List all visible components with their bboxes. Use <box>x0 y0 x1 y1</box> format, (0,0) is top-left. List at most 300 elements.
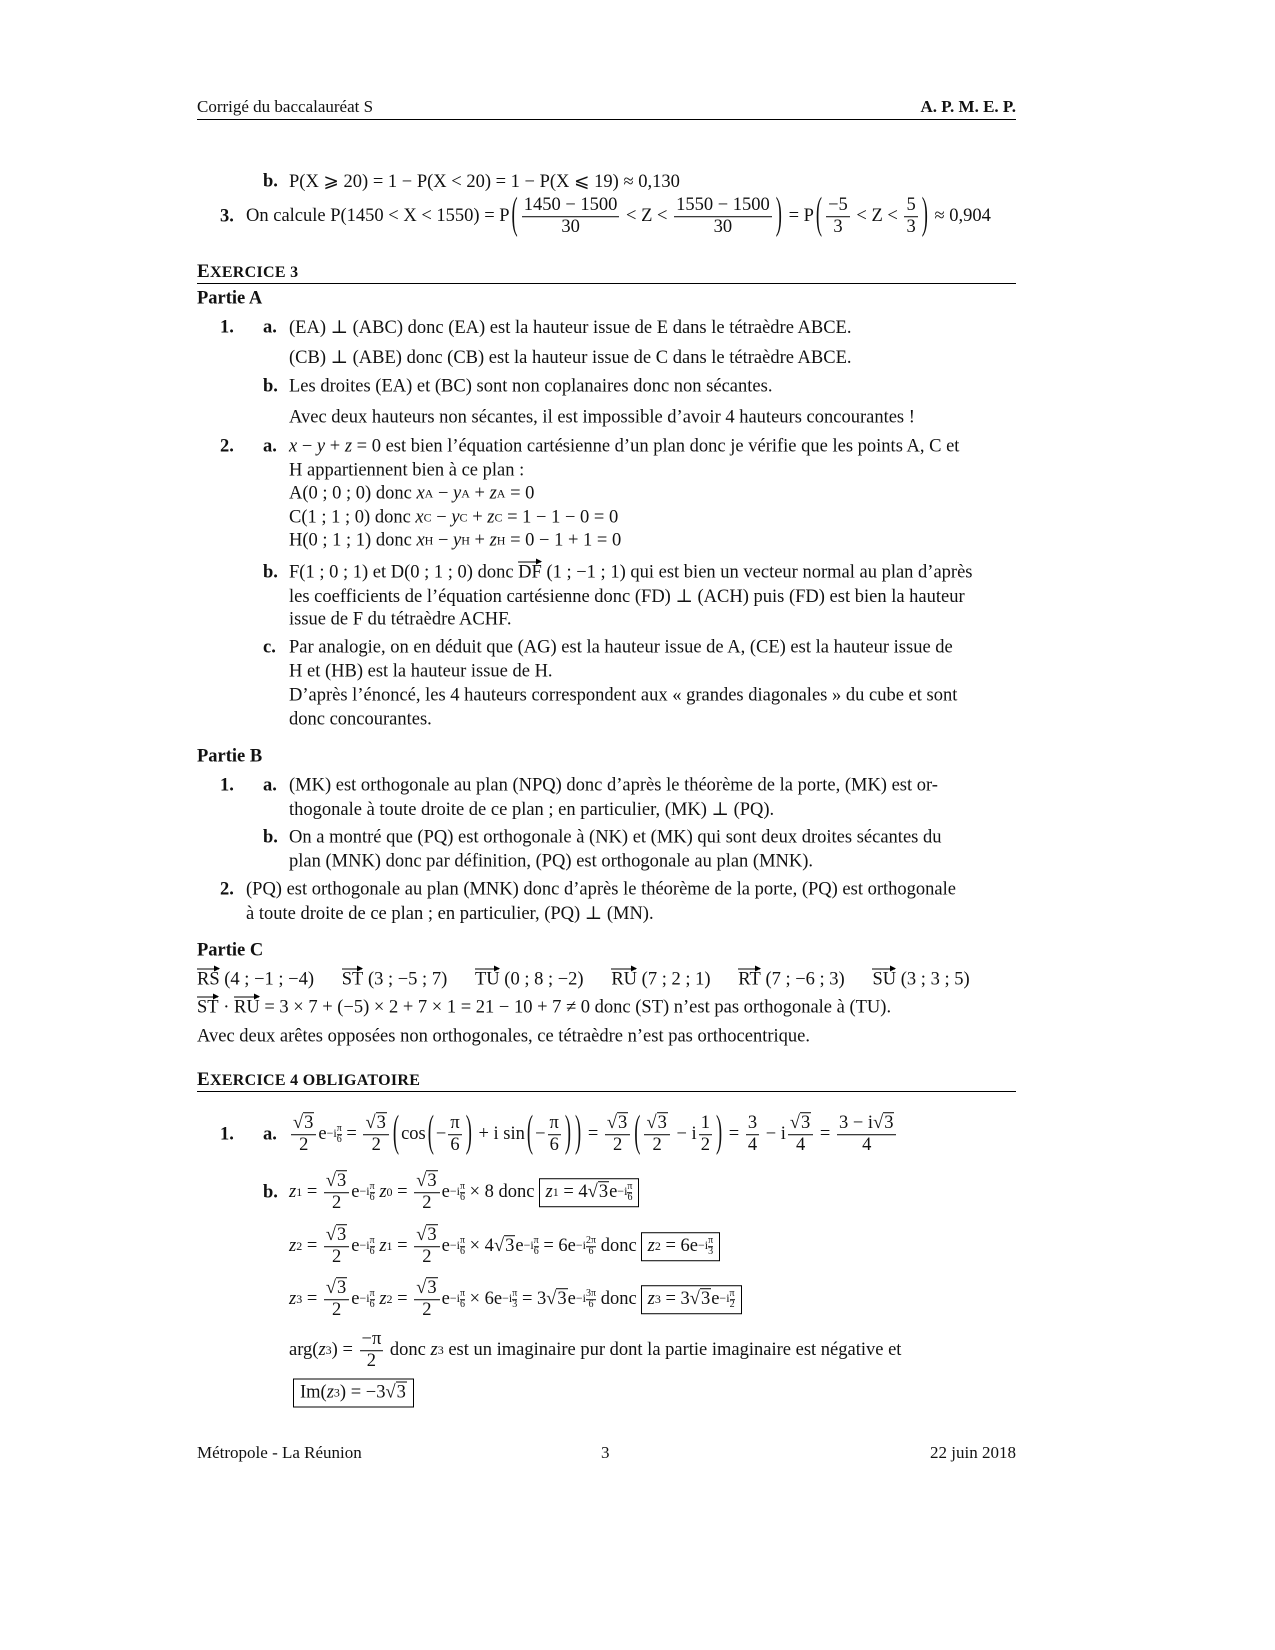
superscript <box>327 1125 342 1146</box>
text-run: = 6e <box>660 1236 699 1257</box>
text-run: Les droites (EA) et (BC) sont non coplanaires donc non sécantes. <box>289 376 773 397</box>
item-label: a. <box>263 317 277 338</box>
text-run: + <box>469 483 490 504</box>
text-run: e <box>567 1289 576 1310</box>
text-run: P(X ⩾ 20) = 1 − P(X < 20) = 1 − P(X ⩽ 19) ≈ 0,130 <box>289 172 680 192</box>
square-root: √3 <box>546 1289 567 1310</box>
big-parenthesis: ) <box>465 1109 472 1158</box>
text-run: donc concourantes. <box>289 709 432 730</box>
text-run: − <box>431 507 452 528</box>
variable: x <box>416 530 425 551</box>
text-run: plan (MNK) donc par définition, (PQ) est orthogonale au plan (MNK). <box>289 851 814 872</box>
text-run: = <box>341 1124 362 1145</box>
text-run: −i <box>523 1238 534 1253</box>
radicand: 3 <box>337 1225 347 1246</box>
subscript: A <box>496 486 506 501</box>
text-run: 1450 − 1500 <box>523 195 618 216</box>
text-run: 2 <box>652 1135 662 1156</box>
fraction <box>414 1278 439 1322</box>
vector: ST <box>341 969 364 990</box>
text-run: issue de F du tétraèdre ACHF. <box>289 609 512 630</box>
text-run: − <box>433 483 454 504</box>
text-run: e <box>441 1236 450 1257</box>
variable: z <box>430 1340 438 1361</box>
numerator: π <box>336 1123 342 1135</box>
text-line <box>289 437 959 458</box>
square-root: √3 <box>416 1225 437 1246</box>
text-line <box>289 586 965 608</box>
text-run: (PQ) est orthogonale au plan (MNK) donc d’après le théorème de la porte, (PQ) est orthogonale <box>246 879 956 900</box>
text-run: = 4 <box>558 1182 588 1203</box>
text-run: D’après l’énoncé, les 4 hauteurs correspondent aux « grandes diagonales » du cube et sont <box>289 685 958 706</box>
item-label: a. <box>263 775 277 796</box>
item-label: b. <box>263 376 278 397</box>
numerator <box>291 1113 316 1135</box>
text-run: −i <box>449 1184 460 1199</box>
text-line <box>289 531 621 552</box>
numerator <box>414 1278 439 1300</box>
text-run: 3 <box>906 217 916 238</box>
text-run: 2 <box>422 1300 432 1321</box>
numerator: π <box>729 1288 735 1300</box>
text-run: = 0 − 1 + 1 = 0 <box>505 530 622 551</box>
square-root: √3 <box>416 1171 437 1192</box>
item-label: a. <box>263 436 277 457</box>
radicand: 3 <box>376 1113 386 1134</box>
text-run: = 3 <box>517 1289 547 1310</box>
subscript: 3 <box>325 1343 332 1358</box>
text-run: 2 <box>331 1247 342 1268</box>
subscript: 1 <box>386 1239 393 1254</box>
text-run: · <box>218 997 235 1018</box>
text-run: (4 ; −1 ; −4) <box>219 969 342 990</box>
text-run: = 0 <box>505 483 535 504</box>
math-line <box>289 1278 742 1322</box>
text-line <box>246 880 956 901</box>
denominator <box>651 1136 664 1157</box>
radicand: 3 <box>337 1278 347 1299</box>
text-run: 2 <box>331 1193 342 1214</box>
text-run: e <box>609 1182 618 1203</box>
numerator <box>644 1113 669 1135</box>
square-root: √3 <box>325 1278 347 1299</box>
text-run: 6 <box>549 1135 559 1156</box>
variable: z <box>379 1289 387 1310</box>
text-run: e <box>515 1236 524 1257</box>
big-parenthesis: ( <box>526 1109 534 1158</box>
text-run: donc <box>385 1340 431 1361</box>
text-run: (7 ; 2 ; 1) <box>637 969 739 990</box>
item-label: 3. <box>220 206 234 227</box>
fraction <box>522 195 620 239</box>
text-run: = <box>815 1124 835 1145</box>
denominator <box>831 218 844 239</box>
footer-left: Métropole - La Réunion <box>197 1443 362 1462</box>
text-line <box>197 1027 810 1048</box>
text-run: × 6e <box>465 1289 503 1310</box>
text-run: 5 <box>906 195 916 216</box>
subscript: 3 <box>437 1343 444 1358</box>
text-run: = 6e <box>538 1236 576 1257</box>
item-label: b. <box>263 171 278 192</box>
superscript <box>576 1290 596 1311</box>
text-run: = 1 − 1 − 0 = 0 <box>502 507 619 528</box>
big-parenthesis: ) <box>564 1109 572 1158</box>
denominator <box>330 1248 343 1269</box>
denominator <box>365 1352 378 1373</box>
text-run: (0 ; 8 ; −2) <box>499 969 612 990</box>
header-left: Corrigé du baccalauréat S <box>197 97 374 116</box>
fraction <box>324 1171 349 1215</box>
radicand: 3 <box>801 1113 811 1134</box>
header-rule <box>197 119 1016 120</box>
text-run: 30 <box>561 217 580 238</box>
radicand: 3 <box>427 1278 437 1299</box>
radicand: 3 <box>618 1113 628 1134</box>
fraction <box>746 1113 759 1157</box>
text-run: (EA) ⊥ (ABC) donc (EA) est la hauteur issue de E dans le tétraèdre ABCE. <box>289 318 852 338</box>
variable: z <box>487 507 495 528</box>
text-line <box>289 852 813 873</box>
radicand: 3 <box>427 1225 437 1246</box>
subscript: 3 <box>296 1292 303 1307</box>
text-run: + i sin <box>473 1124 525 1145</box>
denominator: 6 <box>588 1299 594 1311</box>
text-line <box>289 710 432 731</box>
text-run: On a montré que (PQ) est orthogonale à (NK) et (MK) qui sont deux droites sécantes du <box>289 827 942 848</box>
superscript <box>617 1183 632 1204</box>
numerator: π <box>459 1235 465 1247</box>
text-run: Im( <box>300 1382 327 1403</box>
part-c-title: Partie C <box>197 940 264 961</box>
text-run: −i <box>326 1126 337 1141</box>
radicand: 3 <box>657 1113 667 1134</box>
text-run: thogonale à toute droite de ce plan ; en particulier, (MK) ⊥ (PQ). <box>289 800 775 820</box>
denominator <box>448 1136 461 1157</box>
text-run: e <box>351 1182 360 1203</box>
radicand: 3 <box>396 1382 406 1403</box>
denominator: 6 <box>369 1192 375 1204</box>
text-run: e <box>711 1289 720 1310</box>
denominator <box>611 1136 624 1157</box>
denominator <box>297 1136 310 1157</box>
text-run: arg( <box>289 1340 319 1361</box>
vector: SU <box>872 969 897 990</box>
square-root: √3 <box>416 1278 437 1299</box>
math-line <box>289 171 680 193</box>
big-parenthesis: ( <box>427 1109 434 1158</box>
variable: y <box>453 483 462 504</box>
denominator: 6 <box>627 1192 633 1204</box>
math-line <box>289 1379 414 1408</box>
denominator <box>420 1301 433 1322</box>
numerator: 3π <box>586 1288 597 1300</box>
big-parenthesis: ( <box>815 191 823 240</box>
variable: y <box>316 436 326 457</box>
exercise-4-title: EXERCICE 4 OBLIGATOIRE <box>197 1069 421 1090</box>
numerator <box>746 1113 759 1135</box>
big-parenthesis: ) <box>715 1109 723 1158</box>
text-line <box>246 903 654 925</box>
superscript <box>576 1237 596 1258</box>
square-root: √3 <box>873 1113 894 1134</box>
numerator <box>548 1113 561 1135</box>
numerator <box>788 1113 813 1135</box>
math-line <box>246 191 991 240</box>
denominator: 6 <box>336 1134 342 1146</box>
numerator <box>605 1113 630 1135</box>
subscript: 1 <box>296 1185 303 1200</box>
text-line <box>289 563 973 584</box>
radicand: 3 <box>557 1289 567 1310</box>
text-run: = <box>392 1289 413 1310</box>
square-root: √3 <box>325 1225 347 1246</box>
boxed-result <box>641 1233 721 1262</box>
radicand: 3 <box>337 1171 347 1192</box>
item-label: 2. <box>220 879 234 900</box>
text-line <box>289 461 524 482</box>
denominator <box>420 1248 433 1269</box>
text-run: 2 <box>612 1135 623 1156</box>
text-run: − <box>535 1124 546 1145</box>
text-run: − <box>433 530 454 551</box>
superscript <box>524 1237 539 1258</box>
vector: DF <box>518 562 542 583</box>
radicand: 3 <box>304 1113 314 1134</box>
text-run: F(1 ; 0 ; 1) et D(0 ; 1 ; 0) donc <box>289 562 519 583</box>
big-parenthesis: ( <box>511 191 518 240</box>
variable: z <box>647 1289 655 1310</box>
text-run: (1 ; −1 ; 1) qui est bien un vecteur normal au plan d’après <box>541 562 973 583</box>
square-root: √3 <box>293 1113 314 1134</box>
text-run: (7 ; −6 ; 3) <box>760 969 873 990</box>
variable: x <box>289 436 298 457</box>
numerator <box>837 1113 896 1135</box>
text-run: H appartiennent bien à ce plan : <box>289 460 525 481</box>
radicand: 3 <box>700 1289 711 1310</box>
denominator <box>860 1136 873 1157</box>
numerator <box>904 195 917 217</box>
radicand: 3 <box>598 1182 609 1203</box>
text-run: −i <box>359 1184 370 1199</box>
superscript <box>360 1183 375 1204</box>
fraction <box>414 1225 439 1269</box>
text-run: < Z < <box>851 206 903 227</box>
text-run: + <box>469 530 490 551</box>
text-run: 4 <box>747 1135 758 1156</box>
exponent-fraction <box>627 1183 632 1204</box>
fraction <box>826 195 850 239</box>
section-rule <box>197 1091 1016 1092</box>
numerator <box>414 1225 439 1247</box>
variable: z <box>326 1382 334 1403</box>
numerator: π <box>369 1288 375 1300</box>
square-root: √3 <box>493 1236 515 1257</box>
fraction <box>674 195 772 239</box>
subscript: 2 <box>296 1239 303 1254</box>
text-run: Avec deux hauteurs non sécantes, il est impossible d’avoir 4 hauteurs concourantes ! <box>289 407 915 428</box>
text-run: − <box>297 436 317 457</box>
denominator <box>548 1136 561 1157</box>
fraction <box>324 1278 349 1322</box>
text-run: ≈ 0,904 <box>929 206 991 227</box>
text-run: = <box>302 1289 322 1310</box>
text-run: 4 <box>795 1135 806 1156</box>
item-label: 1. <box>220 1124 234 1145</box>
square-root: √3 <box>587 1182 609 1203</box>
math-line <box>289 1171 639 1215</box>
denominator: 6 <box>533 1246 539 1258</box>
numerator: π <box>369 1235 375 1247</box>
denominator <box>699 1136 712 1157</box>
denominator: 3 <box>708 1246 714 1258</box>
text-line <box>289 799 774 821</box>
subscript: 2 <box>654 1239 661 1254</box>
numerator <box>414 1171 439 1193</box>
exponent-fraction <box>586 1290 596 1311</box>
text-run: + <box>325 436 345 457</box>
item-label: b. <box>263 1182 278 1203</box>
text-run: = <box>392 1182 413 1203</box>
denominator <box>904 218 917 239</box>
text-run: e <box>441 1182 450 1203</box>
footer-right: 22 juin 2018 <box>930 1443 1016 1462</box>
text-line <box>289 828 941 849</box>
page-number: 3 <box>601 1443 610 1462</box>
fraction <box>837 1113 896 1157</box>
fraction <box>448 1113 461 1157</box>
exponent-fraction <box>730 1290 735 1311</box>
denominator: 6 <box>459 1192 465 1204</box>
text-line <box>289 610 512 631</box>
variable: z <box>489 530 497 551</box>
fraction <box>414 1171 439 1215</box>
subscript: 2 <box>386 1292 393 1307</box>
denominator <box>370 1136 383 1157</box>
text-run: e <box>318 1124 327 1145</box>
text-run: 2 <box>366 1351 377 1372</box>
text-run: 1 <box>700 1113 710 1134</box>
big-parenthesis: ) <box>921 191 928 240</box>
text-run: = <box>302 1236 322 1257</box>
text-run: donc <box>596 1236 637 1257</box>
part-b-title: Partie B <box>197 746 263 767</box>
variable: z <box>344 436 353 457</box>
subscript: C <box>494 510 503 525</box>
numerator: π <box>627 1181 633 1193</box>
item-label: a. <box>263 1124 277 1145</box>
square-root: √3 <box>365 1113 386 1134</box>
vector: ST <box>197 997 219 1018</box>
text-run: × 8 donc <box>465 1182 535 1203</box>
text-run: −i <box>359 1291 370 1306</box>
boxed-result <box>539 1179 640 1208</box>
fraction <box>363 1113 388 1157</box>
text-run: + <box>467 507 488 528</box>
big-parenthesis: ( <box>392 1109 400 1158</box>
text-run: = 3 × 7 + (−5) × 2 + 7 × 1 = 21 − 10 + 7 ≠ 0 donc (ST) n’est pas orthogonale à (TU). <box>259 997 892 1018</box>
text-run: = <box>392 1236 413 1257</box>
subscript: 0 <box>386 1185 393 1200</box>
variable: z <box>318 1340 326 1361</box>
vector: TU <box>475 969 500 990</box>
denominator <box>330 1194 343 1215</box>
fraction <box>699 1113 712 1157</box>
text-run: × 4 <box>465 1236 494 1257</box>
boxed-result <box>293 1379 414 1408</box>
text-run: −π <box>361 1329 382 1350</box>
text-run: C(1 ; 1 ; 0) donc <box>289 507 416 528</box>
subscript: H <box>461 533 470 548</box>
part-a-title: Partie A <box>197 288 263 309</box>
math-line <box>289 1109 898 1158</box>
denominator: 2 <box>729 1299 735 1311</box>
superscript <box>450 1183 465 1204</box>
denominator <box>712 218 735 239</box>
big-parenthesis: ) <box>575 1109 582 1158</box>
text-run: (3 ; −5 ; 7) <box>363 969 475 990</box>
subscript: H <box>496 533 506 548</box>
variable: z <box>289 1182 297 1203</box>
text-run: ) = <box>331 1340 358 1361</box>
text-run: (3 ; 3 ; 5) <box>896 969 970 990</box>
text-run: 1550 − 1500 <box>676 195 770 216</box>
text-run: π <box>549 1113 559 1134</box>
numerator: π <box>512 1288 518 1300</box>
denominator <box>559 218 582 239</box>
text-run: −i <box>617 1184 628 1199</box>
text-run: à toute droite de ce plan ; en particulier, (PQ) ⊥ (MN). <box>246 904 654 924</box>
text-run: 6 <box>450 1135 460 1156</box>
text-run: les coefficients de l’équation cartésienne donc (FD) ⊥ (ACH) puis (FD) est bien la hauteur <box>289 587 965 607</box>
text-run: donc <box>596 1289 637 1310</box>
subscript: 3 <box>333 1385 340 1400</box>
variable: z <box>379 1182 387 1203</box>
exponent-fraction <box>708 1237 713 1258</box>
numerator <box>360 1329 384 1351</box>
text-line <box>289 408 915 429</box>
subscript: 1 <box>552 1185 559 1200</box>
text-run: = 0 est bien l’équation cartésienne d’un plan donc je vérifie que les points A, C et <box>352 436 960 457</box>
denominator: 6 <box>369 1299 375 1311</box>
boxed-result <box>641 1286 742 1315</box>
vector: RU <box>611 969 638 990</box>
text-run: H et (HB) est la hauteur issue de H. <box>289 661 553 682</box>
numerator: 2π <box>586 1235 597 1247</box>
denominator: 6 <box>459 1299 465 1311</box>
superscript <box>450 1237 465 1258</box>
variable: z <box>289 1289 297 1310</box>
variable: z <box>647 1236 655 1257</box>
text-run: −i <box>575 1238 586 1253</box>
numerator <box>522 195 620 217</box>
text-run: = P <box>783 206 814 227</box>
text-line <box>289 638 953 659</box>
section-rule <box>197 283 1016 284</box>
subscript: C <box>459 510 468 525</box>
variable: y <box>451 507 460 528</box>
text-run: On calcule P(1450 < X < 1550) = P <box>246 206 510 227</box>
text-run: A(0 ; 0 ; 0) donc <box>289 483 417 504</box>
denominator: 6 <box>588 1246 594 1258</box>
text-run: −5 <box>828 195 848 216</box>
text-run: −i <box>502 1291 513 1306</box>
subscript: A <box>461 486 470 501</box>
numerator <box>826 195 850 217</box>
variable: z <box>545 1182 553 1203</box>
superscript <box>698 1237 713 1258</box>
text-line <box>289 317 851 339</box>
